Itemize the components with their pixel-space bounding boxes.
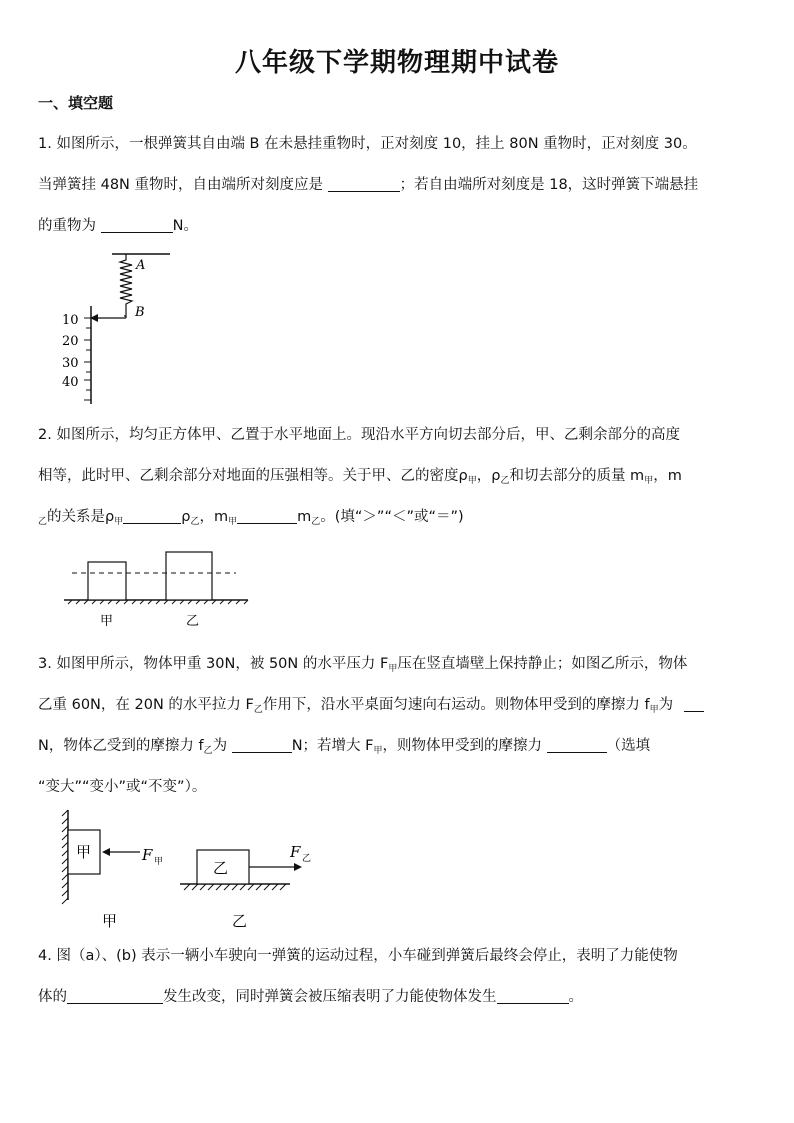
label-b: B xyxy=(135,305,145,320)
cube-label: 甲 xyxy=(100,614,114,629)
q3-line-4: “变大”“变小”或“不变”）。 xyxy=(38,779,207,795)
q4-line-1: 4. 图（a）、(b) 表示一辆小车驶向一弹簧的运动过程，小车碰到弹簧后最终会停止，表明了力能使物 xyxy=(38,948,678,964)
svg-text:乙: 乙 xyxy=(302,854,312,864)
tick-label: 20 xyxy=(62,334,79,349)
answer-blank[interactable] xyxy=(497,988,569,1004)
q2-line-2: 相等，此时甲、乙剩余部分对地面的压强相等。关于甲、乙的密度$\rho_甲$，$\rho_乙$和切去部分的质量 $m_甲$，m xyxy=(38,468,682,486)
svg-text:甲: 甲 xyxy=(154,857,164,867)
q2-line-3: $_乙$的关系是$\rho_甲$ $\rho_乙$，$m_甲$ $m_乙$。(填“＞”“＜”或“＝”) xyxy=(38,509,464,527)
page-title: 八年级下学期物理期中试卷 xyxy=(234,48,559,78)
figure-caption: 甲 xyxy=(102,912,118,930)
q2-line-1: 2. 如图所示，均匀正方体甲、乙置于水平地面上。现沿水平方向切去部分后，甲、乙剩余部分的高度 xyxy=(38,427,680,443)
answer-blank[interactable] xyxy=(67,988,163,1004)
box-label: 乙 xyxy=(213,859,229,877)
q1-line-3: 的重物为 N。 xyxy=(38,218,198,234)
tick-label: 40 xyxy=(62,375,79,390)
figure-caption: 乙 xyxy=(232,912,248,930)
force-label: F xyxy=(290,843,301,861)
section-heading: 一、填空题 xyxy=(38,94,114,112)
tick-label: 30 xyxy=(62,356,79,371)
q1-line-1: 1. 如图所示，一根弹簧其自由端 B 在未悬挂重物时，正对刻度 10，挂上 80N 重物时，正对刻度 30。 xyxy=(38,136,697,152)
q3-line-2: 乙重 60N，在 20N 的水平拉力 $F_乙$作用下，沿水平桌面匀速向右运动。则物体甲受到的摩擦力 $f_甲$为 xyxy=(38,695,758,720)
q4-line-2: 体的 发生改变，同时弹簧会被压缩表明了力能使物体发生 。 xyxy=(38,989,583,1005)
cube-label: 乙 xyxy=(186,614,200,629)
force-label: F xyxy=(142,846,153,864)
q3-line-1: 3. 如图甲所示，物体甲重 30N，被 50N 的水平压力 $F_甲$压在竖直墙壁上保持静止；如图乙所示，物体 xyxy=(38,656,688,674)
box-label: 甲 xyxy=(76,843,92,861)
q1-line-2: 当弹簧挂 48N 重物时，自由端所对刻度应是 ；若自由端所对刻度是 18，这时弹簧下端悬挂 xyxy=(38,177,699,193)
label-a: A xyxy=(136,258,146,273)
q3-line-3: N，物体乙受到的摩擦力 $f_乙$为 N；若增大 $F_甲$，则物体甲受到的摩擦力 （选填 xyxy=(38,738,651,756)
tick-label: 10 xyxy=(62,313,79,328)
